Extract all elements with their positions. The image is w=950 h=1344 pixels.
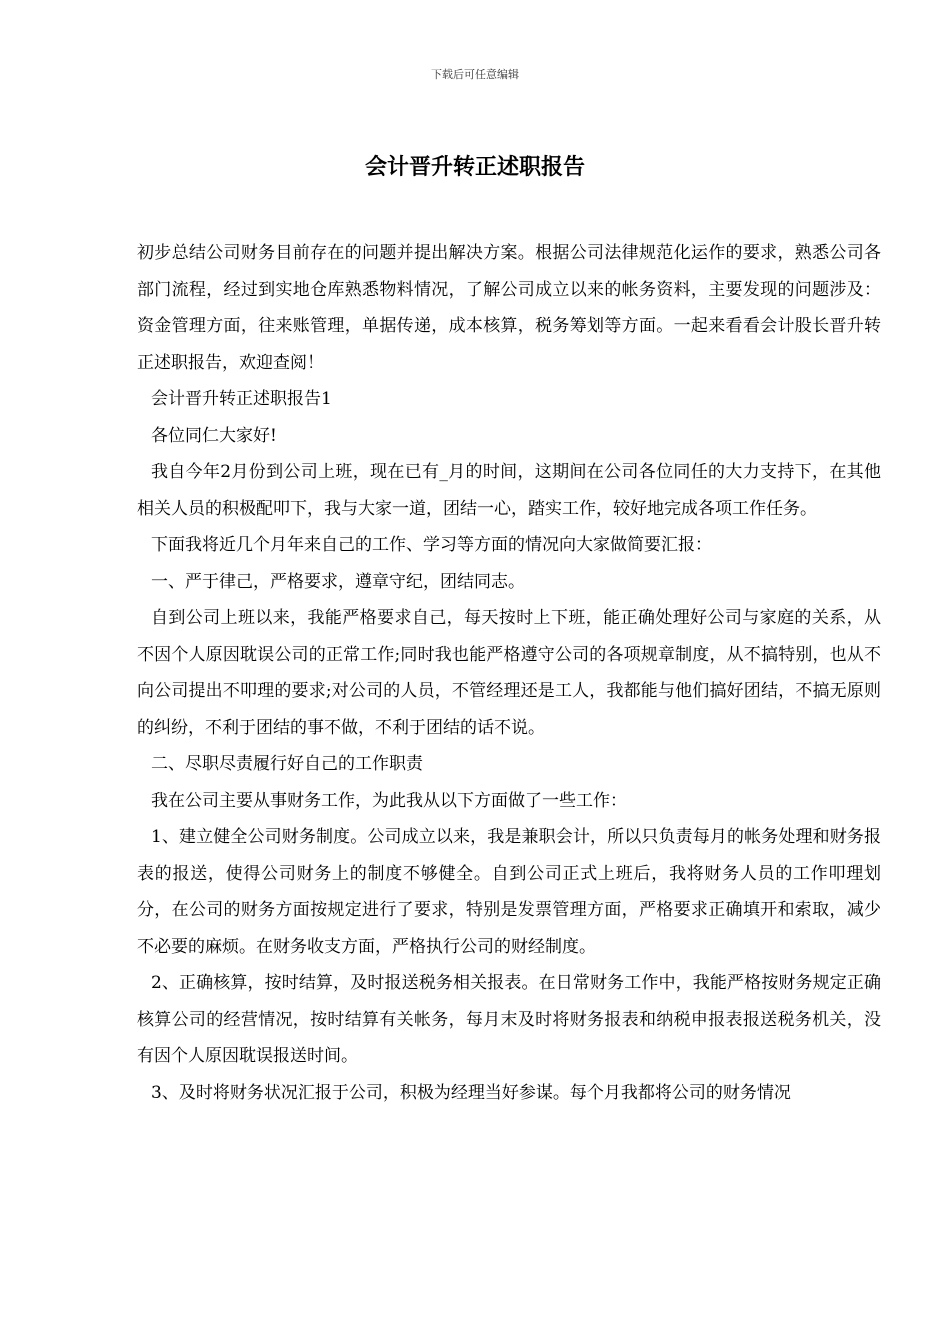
list-item: 2、正确核算，按时结算，及时报送税务相关报表。在日常财务工作中，我能严格按财务规定正确核算公司的经营情况，按时结算有关帐务，每月末及时将财务报表和纳税申报表报送税务机关，没有因个人原因耽误报送时间。 — [137, 973, 881, 1066]
document-body — [137, 235, 881, 1111]
subsection-heading: 二、尽职尽责履行好自己的工作职责 — [151, 754, 423, 774]
section-heading: 会计晋升转正述职报告1 — [151, 389, 332, 409]
body-paragraph: 下面我将近几个月年来自己的工作、学习等方面的情况向大家做简要汇报： — [151, 535, 712, 555]
intro-paragraph: 初步总结公司财务目前存在的问题并提出解决方案。根据公司法律规范化运作的要求，熟悉公司各部门流程，经过到实地仓库熟悉物料情况，了解公司成立以来的帐务资料，主要发现的问题涉及：资金管理方面，往来账管理，单据传递，成本核算，税务筹划等方面。一起来看看会计股长晋升转正述职报告，欢迎查阅！ — [137, 243, 881, 373]
body-paragraph: 我自今年2月份到公司上班，现在已有_月的时间，这期间在公司各位同任的大力支持下，在其他相关人员的积极配叩下，我与大家一道，团结一心，踏实工作，较好地完成各项工作任务。 — [137, 462, 881, 519]
body-paragraph: 自到公司上班以来，我能严格要求自己，每天按时上下班，能正确处理好公司与家庭的关系，从不因个人原因耽误公司的正常工作;同时我也能严格遵守公司的各项规章制度，从不搞特别，也从不向公司提出不叩理的要求;对公司的人员，不管经理还是工人，我都能与他们搞好团结，不搞无原则的纠纷，不利于团结的事不做，不利于团结的话不说。 — [137, 608, 881, 738]
list-item: 3、及时将财务状况汇报于公司，积极为经理当好参谋。每个月我都将公司的财务情况 — [151, 1082, 791, 1103]
list-item: 1、建立健全公司财务制度。公司成立以来，我是兼职会计，所以只负责每月的帐务处理和财务报表的报送，使得公司财务上的制度不够健全。自到公司正式上班后，我将财务人员的工作叩理划分，在公司的财务方面按规定进行了要求，特别是发票管理方面，严格要求正确填开和索取，减少不必要的麻烦。在财务收支方面，严格执行公司的财经制度。 — [137, 827, 881, 957]
greeting: 各位同仁大家好! — [151, 425, 277, 446]
subsection-heading: 一、严于律己，严格要求，遵章守纪，团结同志。 — [151, 571, 525, 592]
header-note: 下载后可任意编辑 — [431, 68, 519, 81]
document-title: 会计晋升转正述职报告 — [364, 155, 585, 180]
body-paragraph: 我在公司主要从事财务工作，为此我从以下方面做了一些工作： — [151, 790, 627, 811]
